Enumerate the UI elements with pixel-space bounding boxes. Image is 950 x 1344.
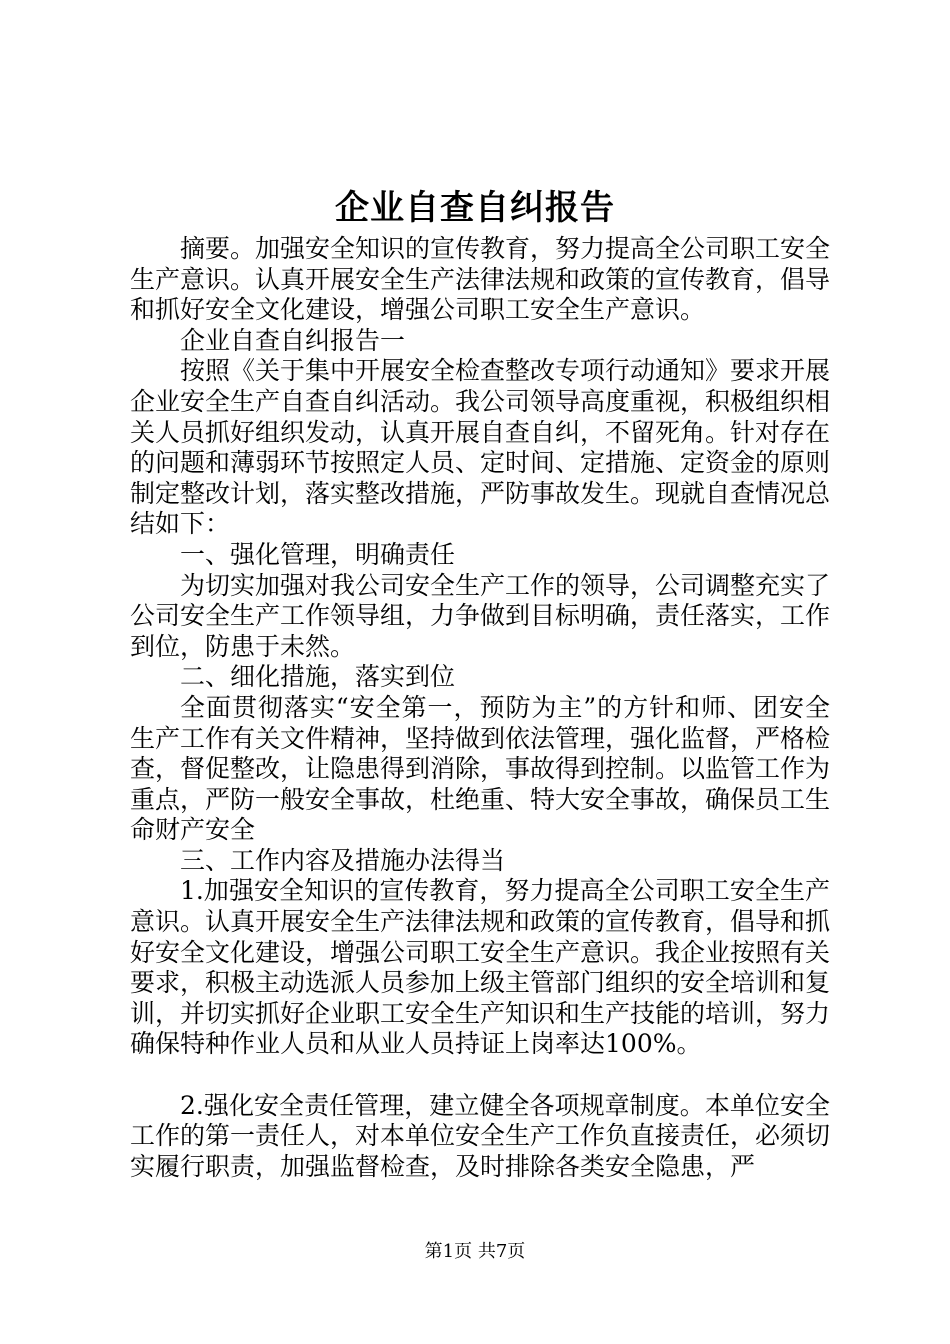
document-body (130, 234, 830, 1182)
section-paragraph-2: 全面贯彻落实“安全第一，预防为主”的方针和师、团安全生产工作有关文件精神，坚持做到依法管理，强化监督，严格检查，督促整改，让隐患得到消除，事故得到控制。以监管工作为重点，严防一般安全事故，杜绝重、特大安全事故，确保员工生命财产安全 (130, 692, 831, 845)
item-paragraph-1: 1.加强安全知识的宣传教育，努力提高全公司职工安全生产意识。认真开展安全生产法律法规和政策的宣传教育，倡导和抓好安全文化建设，增强公司职工安全生产意识。我企业按照有关要求，积极主动选派人员参加上级主管部门组织的安全培训和复训，并切实抓好企业职工安全生产知识和生产技能的培训，努力确保特种作业人员和从业人员持证上岗率达100%。 (130, 876, 831, 1059)
report-subtitle: 企业自查自纠报告一 (180, 325, 406, 355)
document-title: 企业自查自纠报告 (335, 188, 615, 228)
abstract-paragraph: 摘要。加强安全知识的宣传教育，努力提高全公司职工安全生产意识。认真开展安全生产法律法规和政策的宣传教育，倡导和抓好安全文化建设，增强公司职工安全生产意识。 (130, 234, 831, 325)
section-heading-1: 一、强化管理，明确责任 (180, 539, 456, 569)
section-heading-2: 二、细化措施，落实到位 (180, 662, 456, 692)
section-paragraph-1: 为切实加强对我公司安全生产工作的领导，公司调整充实了公司安全生产工作领导组，力争做到目标明确，责任落实，工作到位，防患于未然。 (130, 570, 831, 661)
section-heading-3: 三、工作内容及措施办法得当 (180, 845, 506, 875)
item-paragraph-2: 2.强化安全责任管理，建立健全各项规章制度。本单位安全工作的第一责任人，对本单位安全生产工作负直接责任，必须切实履行职责，加强监督检查，及时排除各类安全隐患，严 (130, 1090, 831, 1181)
page-number-footer: 第1页 共7页 (424, 1241, 526, 1262)
intro-paragraph: 按照《关于集中开展安全检查整改专项行动通知》要求开展企业安全生产自查自纠活动。我公司领导高度重视，积极组织相关人员抓好组织发动，认真开展自查自纠，不留死角。针对存在的问题和薄弱环节按照定人员、定时间、定措施、定资金的原则制定整改计划，落实整改措施，严防事故发生。现就自查情况总结如下： (130, 356, 831, 539)
